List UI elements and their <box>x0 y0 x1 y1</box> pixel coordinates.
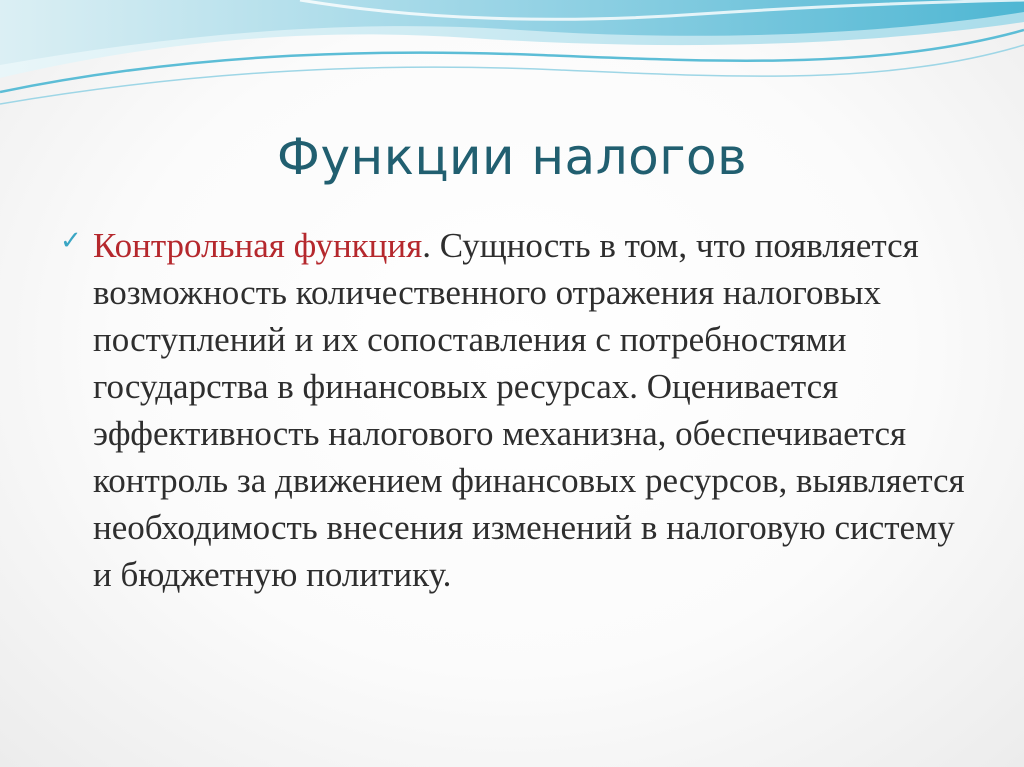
bullet-term-period: . <box>422 226 431 265</box>
bullet-paragraph <box>93 222 973 598</box>
slide-title: Функции налогов <box>276 128 748 186</box>
bullet-text: Сущность в том, что появляется возможность количественного отражения налоговых поступлений и их сопоставления с потребностями государства в финансовых ресурсах. Оценивается эффективность налогового механизна, обеспечивается контроль за движением финансовых ресурсов, выявляется необходимость внесения изменений в налоговую систему и бюджетную политику. <box>93 226 965 594</box>
decorative-waves <box>0 0 1024 130</box>
checkmark-icon: ✓ <box>60 226 82 256</box>
bullet-term: Контрольная функция <box>93 226 423 265</box>
